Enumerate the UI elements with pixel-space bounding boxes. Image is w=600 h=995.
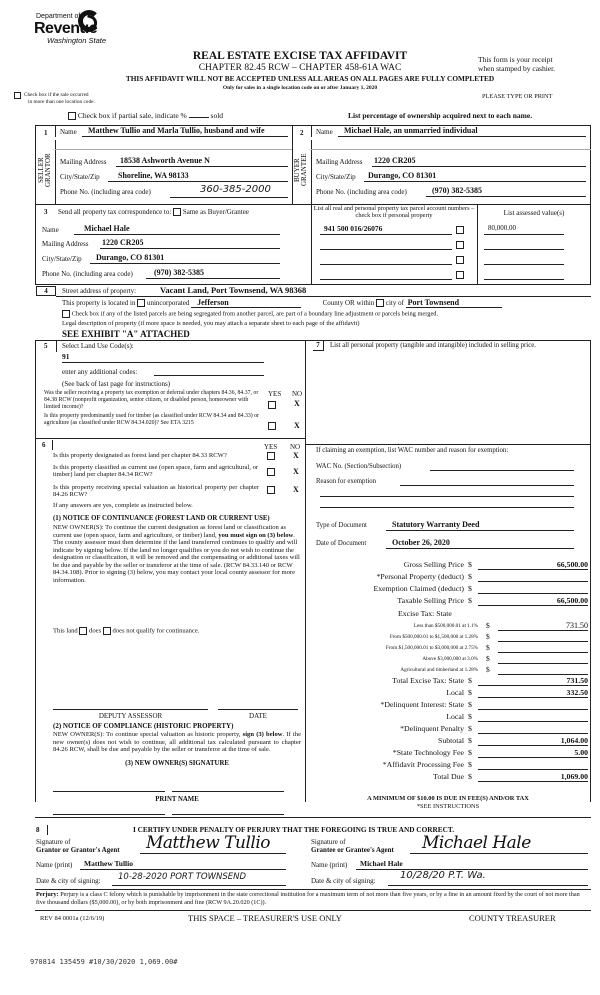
delinquent-interest-local-row [306, 712, 596, 723]
print-name-label: PRINT NAME [155, 796, 199, 803]
cashier-stamp: 970814 135459 #10/30/2020 1,069.00# [30, 958, 178, 966]
tax-tier-label: From $1,500,000.01 to $3,000,000 at 2.75% [385, 645, 478, 651]
partial-sale-label: Check box if partial sale, indicate % [77, 111, 187, 120]
land-use-code-field[interactable]: 91 [62, 352, 264, 363]
logo-state-text: Washington State [47, 36, 107, 45]
yes-header: YES [268, 390, 282, 398]
exemption-question: Was the seller receiving a property tax exemption or deferral under chapters 84.36, 84.37, or 84.38 RCW (nonprofit organization, senior citizen, or disabled person, homeowner with limited income)? [44, 390, 259, 410]
total-due-row [306, 772, 596, 783]
dollar-sign: $ [486, 621, 490, 630]
please-type-note: PLEASE TYPE OR PRINT [482, 93, 553, 100]
exemption-claimed-row [306, 584, 596, 595]
dollar-sign: $ [468, 584, 472, 593]
personal-property-label: List all personal property (tangible and intangible) included in selling price. [330, 342, 536, 349]
deputy-assessor-signature-line[interactable] [53, 709, 208, 710]
see-instructions-note: *SEE INSTRUCTIONS [416, 803, 480, 810]
total-due-label: Total Due [433, 772, 464, 781]
perjury-notice [36, 891, 590, 907]
date-label: DATE [249, 712, 267, 720]
exemption-reason-label: Reason for exemption [316, 478, 377, 485]
receipt-note-line1: This form is your receipt [478, 55, 553, 64]
dollar-sign: $ [468, 724, 472, 733]
doc-type-field[interactable]: Statutory Warranty Deed [386, 520, 574, 531]
delinquent-penalty-row [306, 724, 596, 735]
tech-fee-label: *State Technology Fee [392, 748, 464, 757]
county-or-label: County OR within [322, 299, 375, 307]
taxable-selling-price-row [306, 596, 596, 607]
notice-continuance-text-b: . The county assessor must then determine if the land transferred continues to qualify and will indicate by signing below. If the land no longer qualifies or you do not wish to continue the designation or classification, it will be removed and the compensating or additional taxes will be due and payable by the seller or transferor at the time of sale. (RCW 84.33.140 or RCW 84.34.108). Prior to signing (3) below, you may contact your local county assessor for more information. [53, 531, 300, 584]
street-address-field[interactable]: Vacant Land, Port Townsend, WA 98368 [160, 285, 307, 295]
deputy-assessor-label: DEPUTY ASSESSOR [98, 712, 163, 720]
notice-compliance-text [53, 731, 301, 754]
dollar-sign: $ [468, 700, 472, 709]
historic-question: Is this property receiving special valuation as historical property per chapter 84.26 RCW? [53, 484, 259, 498]
section-6-number: 6 [42, 441, 46, 449]
exemption-claimed-field[interactable] [478, 584, 588, 594]
partial-sale-checkbox[interactable] [68, 112, 76, 120]
print-name-line-1[interactable] [53, 814, 165, 815]
notice-continuance-bold: you must sign on (3) below [218, 531, 294, 539]
tax-tier-row [306, 654, 596, 664]
receipt-note [478, 55, 588, 73]
personal-property-checkbox[interactable] [456, 226, 464, 234]
segregated-option [62, 310, 438, 318]
buyer-name-label: Name [316, 128, 333, 136]
corr-city-label: City/State/Zip [42, 255, 82, 263]
subtotal-row [306, 736, 596, 747]
assessor-date-line[interactable] [218, 709, 298, 710]
section-2-number: 2 [300, 129, 304, 137]
wac-label: WAC No. (Section/Subsection) [316, 463, 402, 470]
tax-tier-field[interactable] [498, 654, 588, 664]
timber-question: Is this property predominantly used for timber (as classified under RCW 84.34 and 84.33) or agriculture (as classified under RCW 84.34.020)? See ETA 3215 [44, 413, 259, 426]
county-treasurer-label: COUNTY TREASURER [469, 913, 556, 923]
partial-sale-percent-field[interactable] [189, 110, 209, 118]
exemption-reason-line-2[interactable] [320, 487, 574, 497]
buyer-city-label: City/State/Zip [316, 173, 356, 181]
grantor-date-label: Date & city of signing: [36, 877, 101, 885]
grantor-name-field[interactable]: Matthew Tullio [80, 859, 286, 870]
located-label: This property is located in [62, 299, 136, 307]
historic-no-answer[interactable]: X [293, 485, 299, 494]
corr-name-label: Name [42, 226, 59, 234]
assessed-value-field[interactable] [484, 269, 564, 280]
dollar-sign: $ [486, 654, 490, 663]
taxable-selling-price-label: Taxable Selling Price [397, 596, 464, 605]
buyer-phone-field[interactable]: (970) 382-5385 [426, 186, 586, 197]
new-owner-signature-line-2[interactable] [172, 791, 284, 792]
partial-sale-option [68, 110, 223, 120]
tax-tier-field[interactable]: 731.50 [498, 621, 588, 631]
grantor-signature-field[interactable]: Matthew Tullio [140, 833, 286, 854]
grantee-sig-label-2: Grantee or Grantee's Agent [311, 846, 394, 854]
tax-tier-field[interactable] [498, 665, 588, 675]
processing-fee-field[interactable] [478, 760, 588, 770]
delinquent-interest-state-field[interactable] [478, 700, 588, 710]
processing-fee-label: *Affidavit Processing Fee [382, 760, 464, 769]
tax-tier-label: Above $3,000,000 at 3.0% [422, 656, 478, 662]
partial-sale-sold-label: sold [210, 111, 224, 120]
multi-location-label-2: in more than one location code. [28, 99, 95, 105]
segregated-checkbox[interactable] [62, 310, 70, 318]
parcel-number-field[interactable] [320, 254, 452, 265]
dollar-sign: $ [486, 643, 490, 652]
yes-header: YES [264, 443, 278, 451]
total-excise-state-field[interactable]: 731.50 [478, 676, 588, 686]
corr-address-field[interactable]: 1220 CR205 [100, 238, 280, 249]
seller-phone-label: Phone No. (including area code) [60, 188, 151, 196]
subtotal-label: Subtotal [438, 736, 464, 745]
section-5-number: 5 [44, 342, 48, 350]
see-back-note: (See back of last page for instructions) [62, 380, 171, 388]
exemption-reason-field[interactable] [400, 476, 574, 486]
parcel-number-field[interactable] [320, 239, 452, 250]
unincorporated-checkbox[interactable] [137, 299, 145, 307]
assessed-value-field[interactable]: 80,000.00 [484, 224, 564, 235]
seller-address-label: Mailing Address [60, 158, 107, 166]
does-not-qualify-checkbox[interactable] [103, 627, 111, 635]
tax-tier-row [306, 632, 596, 642]
corr-name-field[interactable]: Michael Hale [74, 224, 280, 235]
grantor-sig-label-1: Signature of [36, 838, 71, 846]
notice-continuance-text-a: NEW OWNER(S): To continue the current designation as forest land or classification as current use (open space, farm and agriculture, or timber) land, [53, 524, 286, 539]
grantee-date-field[interactable]: 10/28/20 P.T. Wa. [388, 870, 588, 886]
land-use-label: Select Land Use Code(s): [62, 342, 134, 350]
notice-compliance-title: (2) NOTICE OF COMPLIANCE (HISTORIC PROPERTY) [53, 722, 234, 730]
grantee-name-label: Name (print) [311, 861, 348, 869]
dollar-sign: $ [468, 748, 472, 757]
exemption-claimed-label: Exemption Claimed (deduct) [373, 584, 464, 593]
notice-continuance-text [53, 524, 301, 584]
multi-location-label-1: Check box if the sale occurred [24, 92, 89, 98]
subtotal-field[interactable]: 1,064.00 [478, 736, 588, 746]
total-excise-local-field[interactable]: 332.50 [478, 688, 588, 698]
seller-name-label: Name [60, 128, 77, 136]
doc-date-label: Date of Document [316, 540, 367, 547]
dollar-sign: $ [486, 632, 490, 641]
corr-phone-field[interactable]: (970) 382-5385 [146, 268, 280, 279]
perjury-label: Perjury: [36, 891, 59, 898]
city-field[interactable]: Port Townsend [406, 298, 502, 308]
personal-property-area[interactable] [310, 362, 586, 442]
buyer-grantee-label: BUYER GRANTEE [293, 153, 308, 187]
delinquent-interest-state-label: *Delinquent Interest: State [380, 700, 464, 709]
certification-statement: I CERTIFY UNDER PENALTY OF PERJURY THAT THE FOREGOING IS TRUE AND CORRECT. [133, 825, 455, 834]
parcels-heading: List all real and personal property tax parcel account numbers – check box if personal property [313, 205, 475, 219]
grantor-sig-label-2: Grantor or Grantor's Agent [36, 846, 120, 854]
city-of-label: city of [385, 299, 404, 307]
legal-description-label: Legal description of property (if more space is needed, you may attach a separate sheet to each page of the affidavit) [62, 320, 360, 327]
buyer-name-field[interactable]: Michael Hale, an unmarried individual [338, 126, 586, 137]
does-qualify-checkbox[interactable] [79, 627, 87, 635]
street-label: Street address of property: [62, 287, 137, 295]
print-name-line-2[interactable] [172, 814, 284, 815]
excise-tax-state-heading: Excise Tax: State [398, 609, 452, 618]
personal-property-checkbox[interactable] [456, 271, 464, 279]
legal-description-field[interactable]: SEE EXHIBIT "A" ATTACHED [62, 329, 190, 339]
notice-compliance-text-b: . If the new owner(s) does not wish to continue, all additional tax calculated pursuant to chapter 84.26 RCW, shall be due and payable by the seller or transferor at the time of sale. [53, 731, 301, 753]
grantee-signature-field[interactable]: Michael Hale [410, 833, 588, 854]
timber-yes-checkbox[interactable] [268, 422, 276, 430]
total-excise-state-row [306, 676, 596, 687]
perjury-text: Perjury is a class C felony which is punishable by imprisonment in the state correctional institution for a maximum term of not more than five years, or by a fine in an amount fixed by the court of not more than five thousand dollars ($5,000.00), or by both imprisonment and fine (RCW 9A.20.020 (1C)). [36, 891, 580, 906]
seller-phone-field[interactable]: 360-385-2000 [170, 184, 288, 198]
single-location-note: Only for sales in a single location code on or after January 1, 2020 [222, 85, 378, 91]
notice-compliance-text-a: NEW OWNER(S): To continue special valuation as historic property, [53, 731, 243, 738]
dollar-sign: $ [468, 596, 472, 605]
additional-codes-field[interactable] [154, 366, 264, 376]
tax-tier-field[interactable] [498, 643, 588, 653]
assessed-heading: List assessed value(s) [503, 209, 565, 217]
notice-continuance-title: (1) NOTICE OF CONTINUANCE (FOREST LAND OR CURRENT USE) [53, 515, 270, 522]
wac-field[interactable] [430, 461, 574, 471]
doc-type-label: Type of Document [316, 522, 367, 529]
tax-tier-label: Agricultural and timberland at 1.28% [400, 667, 478, 673]
seller-name-field[interactable]: Matthew Tullio and Marla Tullio, husband and wife [82, 126, 288, 137]
form-revision: REV 84 0001a (12/6/19) [40, 915, 105, 922]
dollar-sign: $ [468, 712, 472, 721]
gross-selling-price-label: Gross Selling Price [403, 560, 464, 569]
gross-selling-price-field[interactable]: 66,500.00 [478, 560, 588, 570]
dollar-sign: $ [468, 688, 472, 697]
grantee-date-label: Date & city of signing: [311, 877, 376, 885]
delinquent-interest-state-row [306, 700, 596, 711]
timber-no-answer[interactable]: X [294, 421, 300, 430]
personal-property-checkbox[interactable] [456, 256, 464, 264]
unincorporated-label: unincorporated [146, 299, 190, 307]
forest-no-answer[interactable]: X [293, 451, 299, 460]
buyer-address-label: Mailing Address [316, 158, 363, 166]
grantor-name-label: Name (print) [36, 861, 73, 869]
parcel-number-field[interactable]: 941 500 016/26076 [320, 224, 452, 235]
new-owner-signature-heading: (3) NEW OWNER(S) SIGNATURE [125, 760, 229, 767]
minimum-due-note: A MINIMUM OF $10.00 IS DUE IN FEE(S) AND/OR TAX [367, 795, 529, 802]
does-label: does [89, 627, 102, 635]
total-excise-local-label: Local [446, 688, 464, 697]
no-header: NO [292, 390, 303, 398]
dollar-sign: $ [468, 772, 472, 781]
buyer-city-field[interactable]: Durango, CO 81301 [364, 171, 586, 182]
tech-fee-field[interactable]: 5.00 [478, 748, 588, 758]
grantor-sig-label [36, 838, 120, 854]
logo-dept-text: Department of [36, 13, 81, 20]
same-as-buyer-checkbox[interactable] [173, 208, 181, 216]
parcel-number-field[interactable] [320, 269, 452, 280]
seller-grantor-label: SELLER GRANTOR [37, 153, 52, 187]
tax-tier-label: Less than $500,000.01 at 1.1% [413, 623, 478, 629]
current-use-no-answer[interactable]: X [293, 467, 299, 476]
county-field[interactable]: Jefferson [191, 298, 301, 308]
corr-address-label: Mailing Address [42, 240, 89, 248]
grantee-sig-label [311, 838, 394, 854]
total-due-field[interactable]: 1,069.00 [478, 772, 588, 782]
grantor-date-field[interactable]: 10-28-2020 PORT TOWNSEND [112, 872, 286, 886]
personal-property-deduct-field[interactable] [478, 572, 588, 582]
exemption-no-answer[interactable]: X [294, 399, 300, 408]
delinquent-penalty-field[interactable] [478, 724, 588, 734]
multi-location-option [24, 92, 95, 106]
historic-yes-checkbox[interactable] [267, 486, 275, 494]
section-7-number: 7 [313, 341, 324, 351]
notice-compliance-bold: sign (3) below [242, 731, 283, 738]
current-use-yes-checkbox[interactable] [267, 468, 275, 476]
if-yes-note: If any answers are yes, complete as instructed below. [53, 502, 193, 509]
delinquent-interest-local-label: Local [446, 712, 464, 721]
corr-city-field[interactable]: Durango, CO 81301 [90, 253, 280, 264]
ownership-note: List percentage of ownership acquired next to each name. [348, 111, 533, 120]
taxable-selling-price-field[interactable]: 66,500.00 [478, 596, 588, 606]
new-owner-signature-line-1[interactable] [53, 791, 165, 792]
doc-date-field[interactable]: October 26, 2020 [386, 538, 574, 549]
dollar-sign: $ [468, 560, 472, 569]
forest-question: Is this property designated as forest land per chapter 84.33 RCW? [53, 452, 227, 459]
delinquent-interest-local-field[interactable] [478, 712, 588, 722]
assessed-value-field[interactable] [484, 239, 564, 250]
section-3-number: 3 [44, 208, 48, 216]
receipt-note-line2: when stamped by cashier. [478, 64, 556, 73]
tax-computation [306, 560, 590, 781]
processing-fee-row [306, 760, 596, 771]
buyer-phone-label: Phone No. (including area code) [316, 188, 407, 196]
dollar-sign: $ [486, 665, 490, 674]
gross-selling-price-row [306, 560, 596, 571]
corr-phone-label: Phone No. (including area code) [42, 270, 133, 278]
current-use-question: Is this property classified as current use (open space, farm and agricultural, or timber) land per chapter 84.34 RCW? [53, 464, 259, 478]
tax-tier-field[interactable] [498, 632, 588, 642]
multi-location-checkbox[interactable] [14, 92, 21, 99]
section-1-number: 1 [44, 129, 48, 137]
tax-tier-label: From $500,000.01 to $1,500,000 at 1.28% [389, 634, 478, 640]
dollar-sign: $ [468, 572, 472, 581]
no-header: NO [290, 443, 301, 451]
buyer-address-field[interactable]: 1220 CR205 [372, 156, 586, 167]
personal-property-checkbox[interactable] [456, 241, 464, 249]
additional-codes-label: enter any additional codes: [62, 368, 138, 376]
continuance-qualify-row [53, 627, 199, 635]
section-8-number: 8 [36, 826, 40, 834]
forest-yes-checkbox[interactable] [267, 452, 275, 460]
page-title: REAL ESTATE EXCISE TAX AFFIDAVIT [192, 50, 408, 62]
seller-city-field[interactable]: Shoreline, WA 98133 [108, 171, 288, 182]
completion-warning: THIS AFFIDAVIT WILL NOT BE ACCEPTED UNLESS ALL AREAS ON ALL PAGES ARE FULLY COMPLETED [125, 74, 495, 83]
assessed-value-field[interactable] [484, 254, 564, 265]
grantee-sig-label-1: Signature of [311, 838, 346, 846]
dollar-sign: $ [468, 736, 472, 745]
logo-name-text: Revenue [34, 20, 98, 37]
tech-fee-row [306, 748, 596, 759]
tax-tier-row [306, 665, 596, 675]
page-subtitle: CHAPTER 82.45 RCW – CHAPTER 458-61A WAC [198, 63, 402, 73]
tax-tier-row [306, 621, 596, 631]
total-excise-local-row [306, 688, 596, 699]
seller-address-field[interactable]: 18538 Ashworth Avenue N [116, 156, 288, 167]
seller-city-label: City/State/Zip [60, 173, 100, 181]
delinquent-penalty-label: *Delinquent Penalty [400, 724, 464, 733]
location-row [62, 298, 582, 310]
dollar-sign: $ [468, 760, 472, 769]
exemption-yes-checkbox[interactable] [268, 401, 276, 409]
exemption-heading: If claiming an exemption, list WAC number and reason for exemption: [316, 447, 509, 454]
grantee-name-field[interactable]: Michael Hale [356, 859, 588, 870]
dollar-sign: $ [468, 676, 472, 685]
tax-tier-row [306, 643, 596, 653]
personal-property-deduct-label: *Personal Property (deduct) [376, 572, 464, 581]
segregated-label: Check box if any of the listed parcels are being segregated from another parcel, are part of a boundary line adjustment or parcels being merged. [71, 310, 439, 318]
city-checkbox[interactable] [376, 299, 384, 307]
same-as-buyer-label: Same as Buyer/Grantee [182, 208, 249, 216]
section-4-number: 4 [36, 286, 56, 296]
correspondence-heading [58, 208, 249, 216]
total-excise-state-label: Total Excise Tax: State [392, 676, 464, 685]
personal-property-row [306, 572, 596, 583]
correspondence-heading-text: Send all property tax correspondence to: [58, 208, 172, 216]
treasurer-use-only: THIS SPACE – TREASURER'S USE ONLY [188, 913, 342, 923]
does-not-label: does not qualify for continuance. [112, 627, 200, 635]
exemption-reason-line-3[interactable] [320, 498, 574, 508]
this-land-label: This land [53, 627, 78, 635]
